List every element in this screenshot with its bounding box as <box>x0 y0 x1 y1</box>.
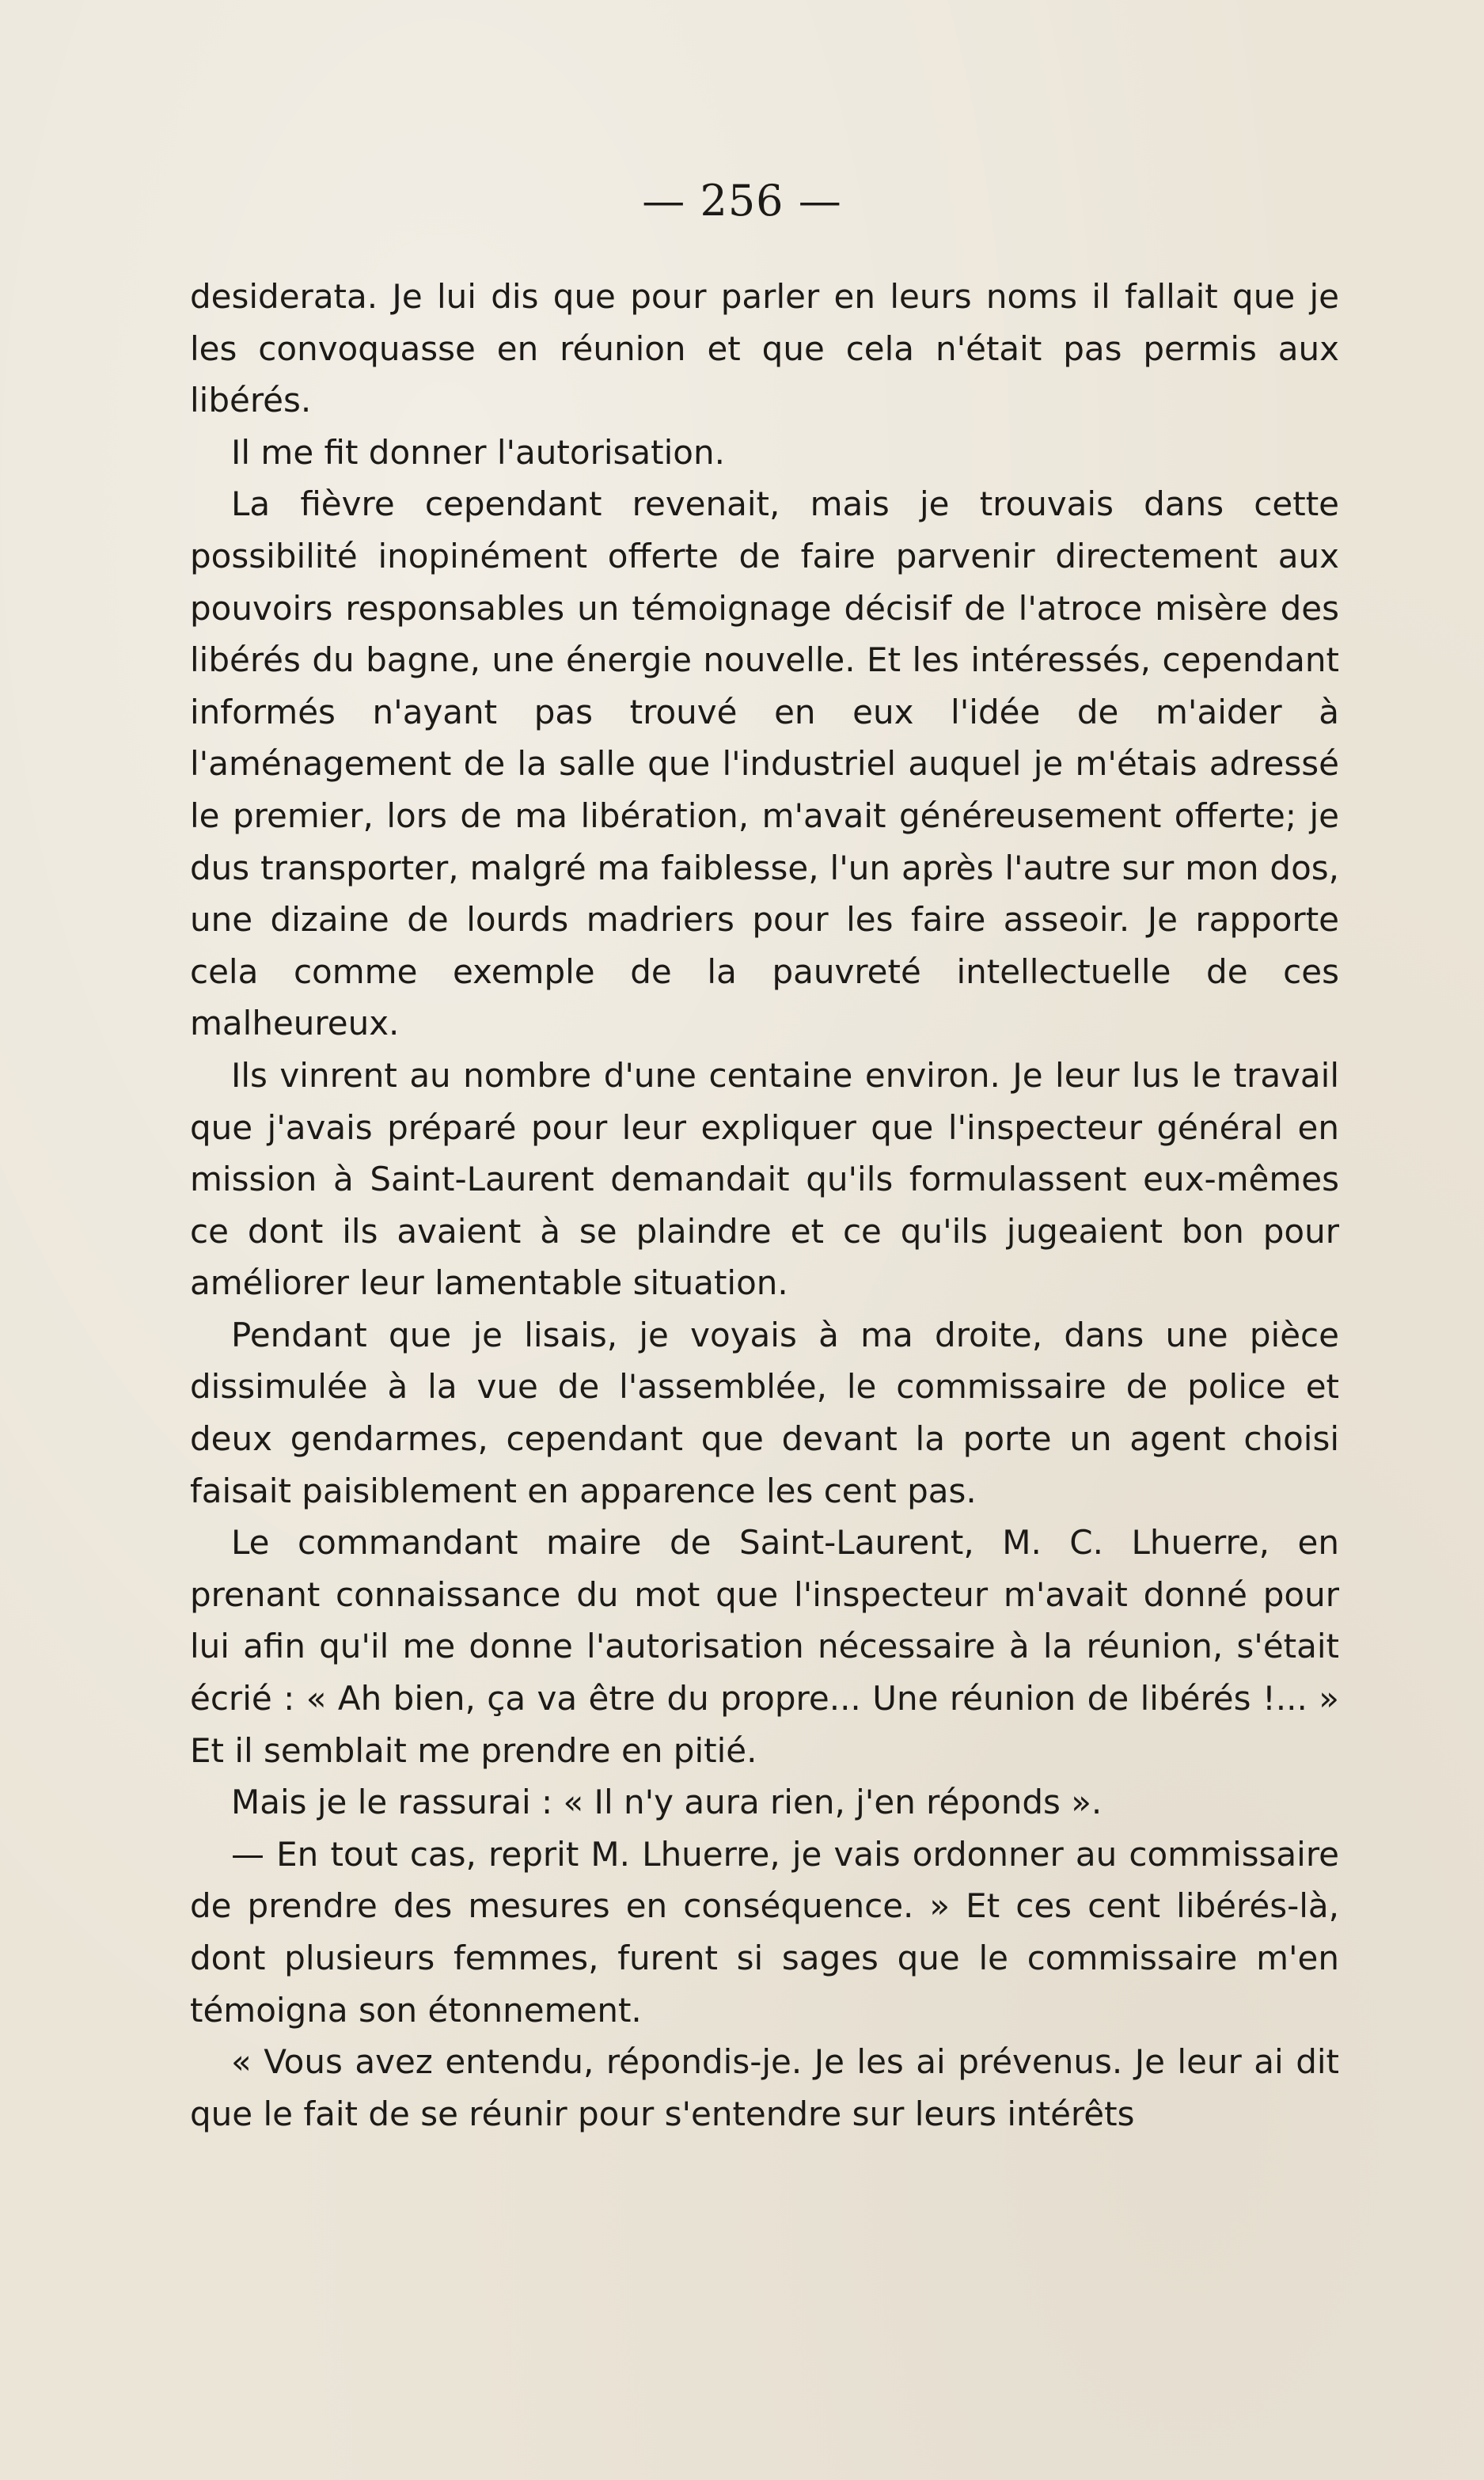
paragraph: Ils vinrent au nombre d'une centaine environ. Je leur lus le travail que j'avais préparé pour leur expliquer que l'inspecteur général en mission à Saint-Laurent demandait qu'ils formulassent eux-mêmes ce dont ils avaient à se plaindre et ce qu'ils jugeaient bon pour améliorer leur lamentable situation. <box>190 1055 1339 1303</box>
paragraph: La fièvre cependant revenait, mais je trouvais dans cette possibilité inopinément offerte de faire parvenir directement aux pouvoirs responsables un témoignage décisif de l'atroce misère des libérés du bagne, une énergie nouvelle. Et les intéressés, cependant informés n'ayant pas trouvé en eux l'idée de m'aider à l'aménagement de la salle que l'industriel auquel je m'étais adressé le premier, lors de ma libération, m'avait généreusement offerte; je dus transporter, malgré ma faiblesse, l'un après l'autre sur mon dos, une dizaine de lourds madriers pour les faire asseoir. Je rapporte cela comme exemple de la pauvreté intellectuelle de ces malheureux. <box>190 484 1339 1043</box>
page-number: — 256 — <box>642 176 842 226</box>
paragraph: Le commandant maire de Saint-Laurent, M. C. Lhuerre, en prenant connaissance du mot que l'inspecteur m'avait donné pour lui afin qu'il me donne l'autorisation nécessaire à la réunion, s'était écrié : « Ah bien, ça va être du propre... Une réunion de libérés !... » Et il semblait me prendre en pitié. <box>190 1523 1339 1770</box>
paragraph: desiderata. Je lui dis que pour parler en leurs noms il fallait que je les convoquasse en réunion et que cela n'était pas permis aux libérés. <box>190 277 1339 420</box>
paragraph: Il me fit donner l'autorisation. <box>231 432 725 472</box>
paragraph: — En tout cas, reprit M. Lhuerre, je vais ordonner au commissaire de prendre des mesures en conséquence. » Et ces cent libérés-là, dont plusieurs femmes, furent si sages que le commissaire m'en témoigna son étonnement. <box>190 1834 1339 2030</box>
paragraph: Pendant que je lisais, je voyais à ma droite, dans une pièce dissimulée à la vue de l'assemblée, le commissaire de police et deux gendarmes, cependant que devant la porte un agent choisi faisait paisiblement en apparence les cent pas. <box>190 1315 1339 1510</box>
paragraph: Mais je le rassurai : « Il n'y aura rien, j'en réponds ». <box>231 1783 1103 1822</box>
body-text <box>190 271 1339 2140</box>
paragraph: « Vous avez entendu, répondis-je. Je les ai prévenus. Je leur ai dit que le fait de se réunir pour s'entendre sur leurs intérêts <box>190 2042 1339 2133</box>
